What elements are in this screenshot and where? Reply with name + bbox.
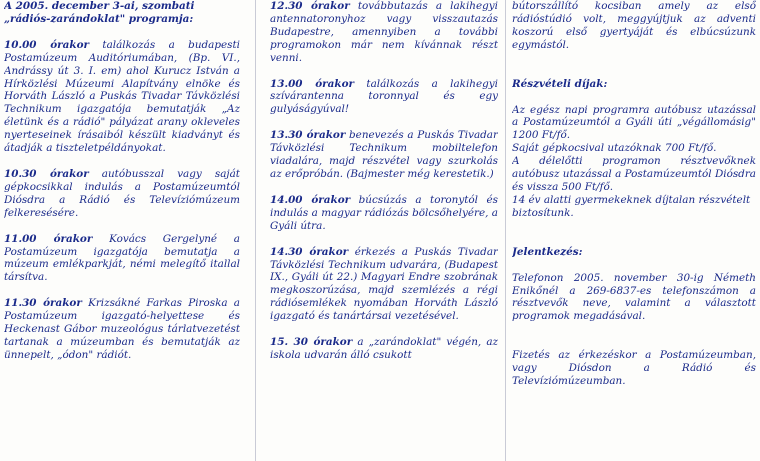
- program-item: [4, 297, 240, 362]
- program-item-text: benevezés a Puskás Tivadar Távközlési Technikum mobiltelefon viadalára, majd részvétel vagy szurkolás az erőpróbán. (Bajmester még kerestetik.): [270, 129, 498, 180]
- program-item-text: érkezés a Puskás Tivadar Távközlési Technikum udvarára, (Budapest IX., Gyáli út 22.) Magyari Endre szobrának megkoszorúzása, majd szemlézés a régi rádiósemlékek nyomában Horváth László igazgató és tanártársai vezetésével.: [270, 245, 498, 323]
- program-item: [270, 246, 498, 323]
- program-item-text: Krizsákné Farkas Piroska a Postamúzeum igazgató-helyettese és Heckenast Gábor muzeológus tárlatvezetést tartanak a múzeumban és bemutatják az ünnepelt, „ódon" rádiót.: [4, 297, 240, 361]
- fees-heading: Részvételi díjak:: [512, 77, 608, 90]
- column-divider-1: [255, 0, 256, 461]
- program-item: [270, 336, 498, 362]
- program-item-time: 14.30 órakor: [270, 245, 349, 258]
- program-item-time: 11.00 órakor: [4, 232, 93, 245]
- fees-paragraph: 14 év alatti gyermekeknek díjtalan részvételt biztosítunk.: [512, 193, 751, 219]
- fees-paragraph: Az egész napi programra autóbusz utazással a Postamúzeumtól a Gyáli úti „végállomásig" 1200 Ft/fő.: [512, 103, 756, 142]
- program-item: [270, 0, 498, 65]
- program-item: [4, 233, 240, 285]
- program-item-text: továbbutazás a lakihegyi antennatoronyhoz vagy visszautazás Budapestre, amennyiben a további programokon már nem kívánnak részt venni.: [270, 0, 498, 64]
- program-item-text: találkozás a lakihegyi szívárantenna toronnyal és egy gulyáságyúval!: [270, 77, 498, 116]
- program-item-text: búcsúzás a toronytól és indulás a magyar rádiózás bölcsőhelyére, a Gyáli útra.: [270, 193, 498, 232]
- program-continuation: bútorszállító kocsiban amely az első rádióstúdió volt, meggyújtjuk az adventi koszorú első gyertyáját és elbúcsúzunk egymástól.: [512, 0, 756, 51]
- program-header-line-1: A 2005. december 3-ai, szombati: [4, 0, 195, 12]
- program-item-time: 15. 30 órakor: [270, 336, 353, 349]
- program-item-time: 10.00 órakor: [4, 38, 89, 51]
- apply-paragraph: Fizetés az érkezéskor a Postamúzeumban, vagy Diósdon a Rádió és Televíziómúzeumban.: [512, 349, 756, 388]
- program-item-time: 13.30 órakor: [270, 129, 346, 142]
- program-item-text: autóbusszal vagy saját gépkocsikkal indulás a Postamúzeumtól Diósdra a Rádió és Televíziómúzeum felkeresésére.: [4, 167, 240, 219]
- program-item: [4, 168, 240, 220]
- fees-paragraph: A délelőtti programon résztvevőknek autóbusz utazással a Postamúzeumtól Diósdra és vissza 500 Ft/fő.: [512, 155, 756, 193]
- program-item-time: 14.00 órakor: [270, 193, 351, 206]
- program-item-time: 11.30 órakor: [4, 297, 82, 310]
- program-item: [270, 78, 498, 117]
- program-item: [4, 39, 240, 155]
- column-left: [4, 0, 240, 461]
- column-divider-2: [505, 0, 506, 461]
- program-item: [270, 129, 498, 181]
- column-right: [512, 0, 756, 461]
- program-header-line-2: „rádiós-zarándoklat" programja:: [4, 12, 194, 25]
- program-item-text: a „zarándoklat" végén, az iskola udvarán álló csukott: [270, 336, 498, 361]
- column-middle: [270, 0, 498, 461]
- program-item-text: Kovács Gergelyné a Postamúzeum igazgatója bemutatja a múzeum emlékparkját, némi melegítő itallal társítva.: [4, 232, 240, 284]
- program-item-text: találkozás a budapesti Postamúzeum Auditóriumában, (Bp. VI., Andrássy út 3. I. em) ahol Kurucz István a Hírközlési Múzeumi Alapítvány elnöke és Horváth László a Puskás Tivadar Távközlési Technikum igazgatója bemutatják „Az életünk és a rádió" pályázat arany okleveles nyerteseinek írásaiból készült kiadványt és átadják a tiszteletpéldányokat.: [4, 38, 240, 155]
- program-item-time: 10.30 órakor: [4, 167, 89, 180]
- program-item-time: 12.30 órakor: [270, 0, 350, 12]
- apply-heading: Jelentkezés:: [512, 245, 583, 258]
- fees-paragraph: Saját gépkocsival utazóknak 700 Ft/fő.: [512, 142, 717, 155]
- apply-paragraph: Telefonon 2005. november 30-ig Németh Enikőnél a 269-6837-es telefonszámon a résztvevők neve, valamint a választott programok megadásával.: [512, 271, 756, 323]
- program-item-time: 13.00 órakor: [270, 77, 354, 90]
- program-item: [270, 194, 498, 233]
